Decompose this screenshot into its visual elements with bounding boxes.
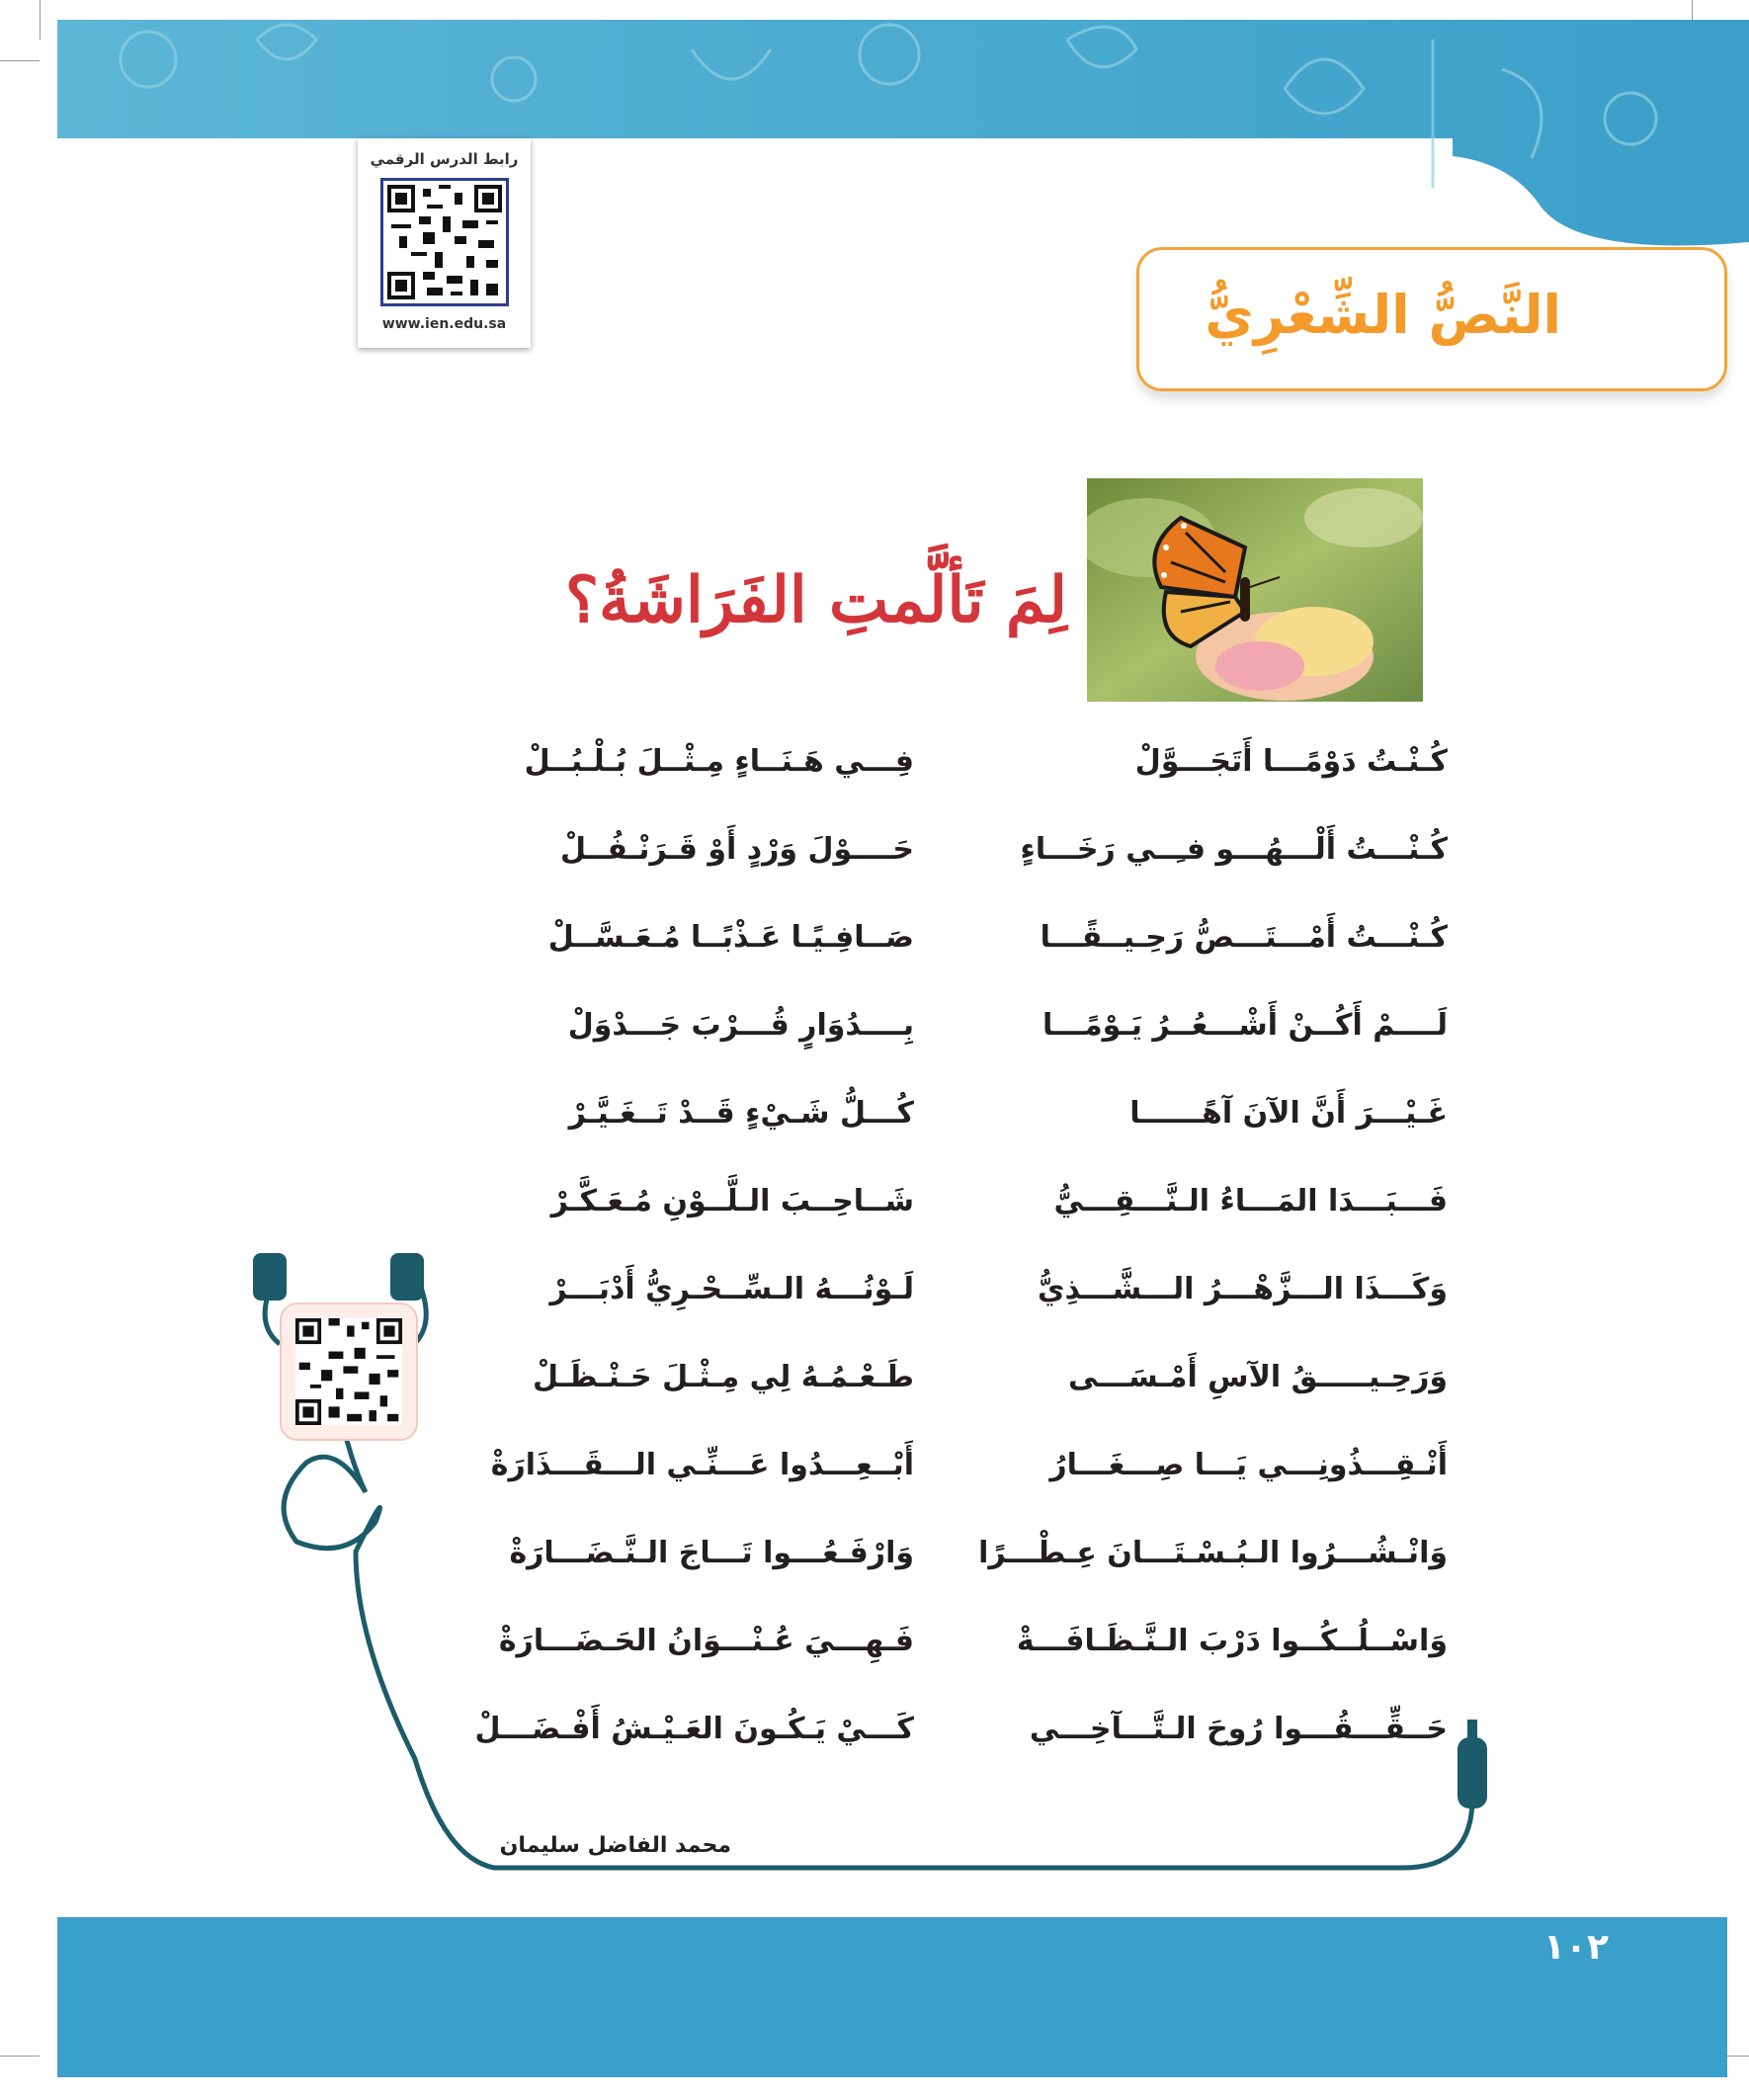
verse-first-hemistich: لَــــمْ أَكُــنْ أَشْـــعُــرُ يَـوْمًـــا: [1042, 1008, 1448, 1043]
audio-jack-icon: [1458, 1737, 1487, 1808]
verse-second-hemistich: لَـوْنُـــهُ الـسِّــحْـرِيُّ أَدْبَـــرْ: [549, 1272, 914, 1306]
verse-first-hemistich: كُـنْـــتُ أَمْـــتَـــصُّ رَحِـيــقًـــا: [1040, 920, 1448, 955]
verse-second-hemistich: صَــافِـيًـا عَـذْبًــا مُـعَـسَّــلْ: [547, 920, 914, 955]
butterfly-photo: [1087, 478, 1423, 702]
verse-second-hemistich: أَبْــعِـــدُوا عَـــنِّـي الـــقَـــذَارَةْ: [490, 1448, 914, 1482]
header-band: [0, 0, 1749, 257]
verse-first-hemistich: أَنْـقِـــذُونِـــي يَـــا صِـــغَـــارُ: [1049, 1448, 1448, 1482]
verse-second-hemistich: فَـهِـــيَ عُـنْـــوَانُ الحَـضَـــارَةْ: [498, 1624, 914, 1658]
verse-second-hemistich: شَــاحِــبَ الـلَّــوْنِ مُـعَـكَّـرْ: [550, 1184, 914, 1218]
verse-first-hemistich: كُـنْـتُ دَوْمًـــا أَتَجَـــوَّلْ: [1134, 744, 1448, 779]
verse-second-hemistich: كَـــيْ يَـكُـونَ العَـيْـشُ أَفْـضَـــلْ: [474, 1712, 914, 1746]
portal-url[interactable]: www.ien.edu.sa: [381, 316, 507, 332]
verse-first-hemistich: وَانْـشُـــرُوا الـبُـسْـتَـــانَ عِـطْـــرًا: [978, 1536, 1448, 1570]
footer-band: [57, 1917, 1727, 2077]
qr-code-icon[interactable]: [380, 178, 509, 306]
verse-first-hemistich: حَــقِّـــقُـــوا رُوحَ الـتَّـــآخِـــي: [1029, 1712, 1448, 1746]
verse-second-hemistich: فِـــي هَـنَــاءٍ مِـثْــلَ بُـلْـبُــلْ: [524, 744, 914, 779]
section-title-box: [1136, 247, 1727, 391]
verse-first-hemistich: وَرَحِـيـــــقُ الآسِ أَمْـسَـــى: [1067, 1360, 1448, 1394]
earbud-left-icon: [253, 1253, 287, 1301]
verse-first-hemistich: كُـنْـــتُ أَلْـــهُـــو فـِــي رَخَـــاءٍ: [1020, 832, 1448, 867]
poet-name: محمد الفاضل سليمان: [499, 1833, 731, 1858]
crop-mark: [0, 2056, 40, 2057]
section-title: النَّصُّ الشِّعْرِيُّ: [1205, 284, 1561, 346]
page-number: ١٠٢: [1543, 1927, 1609, 1968]
verse-second-hemistich: كُـــلُّ شَـيْءٍ قَــدْ تَــغَـيَّـرْ: [568, 1096, 914, 1131]
digital-lesson-card[interactable]: [358, 138, 531, 348]
verse-second-hemistich: حَــــوْلَ وَرْدٍ أَوْ قَـرَنْـفُــلْ: [559, 832, 914, 867]
verse-first-hemistich: وَاسْــلُــكُــوا دَرْبَ الـنَّـظَـافَـــةْ: [1016, 1624, 1448, 1658]
earbud-right-icon: [390, 1253, 424, 1301]
digital-lesson-label: رابط الدرس الرقمي: [370, 150, 519, 168]
audio-qr-code-icon[interactable]: [280, 1302, 418, 1441]
verse-second-hemistich: طَـعْـمُـهُ لِي مِـثْـلَ حَـنْـظَـلْ: [533, 1360, 914, 1394]
verse-first-hemistich: وَكَـــذَا الـــزَّهْـــرُ الـــشَّـــذِيُّ: [1038, 1272, 1448, 1306]
verse-second-hemistich: بِــــدُوَارٍ قُـــرْبَ جَـــدْوَلْ: [567, 1008, 914, 1043]
poem-title: لِمَ تَألَّمتِ الفَرَاشَةُ؟: [565, 563, 1067, 637]
verse-first-hemistich: فَـــبَـــدَا المَـــاءُ الـنَّـــقِـــيُّ: [1053, 1184, 1448, 1218]
verse-second-hemistich: وَارْفَـعُـــوا تَـــاجَ الـنَّـضَـــارَةْ: [509, 1536, 914, 1570]
verse-first-hemistich: غَـيْـــرَ أَنَّ الآنَ آهًــــــا: [1129, 1096, 1448, 1131]
